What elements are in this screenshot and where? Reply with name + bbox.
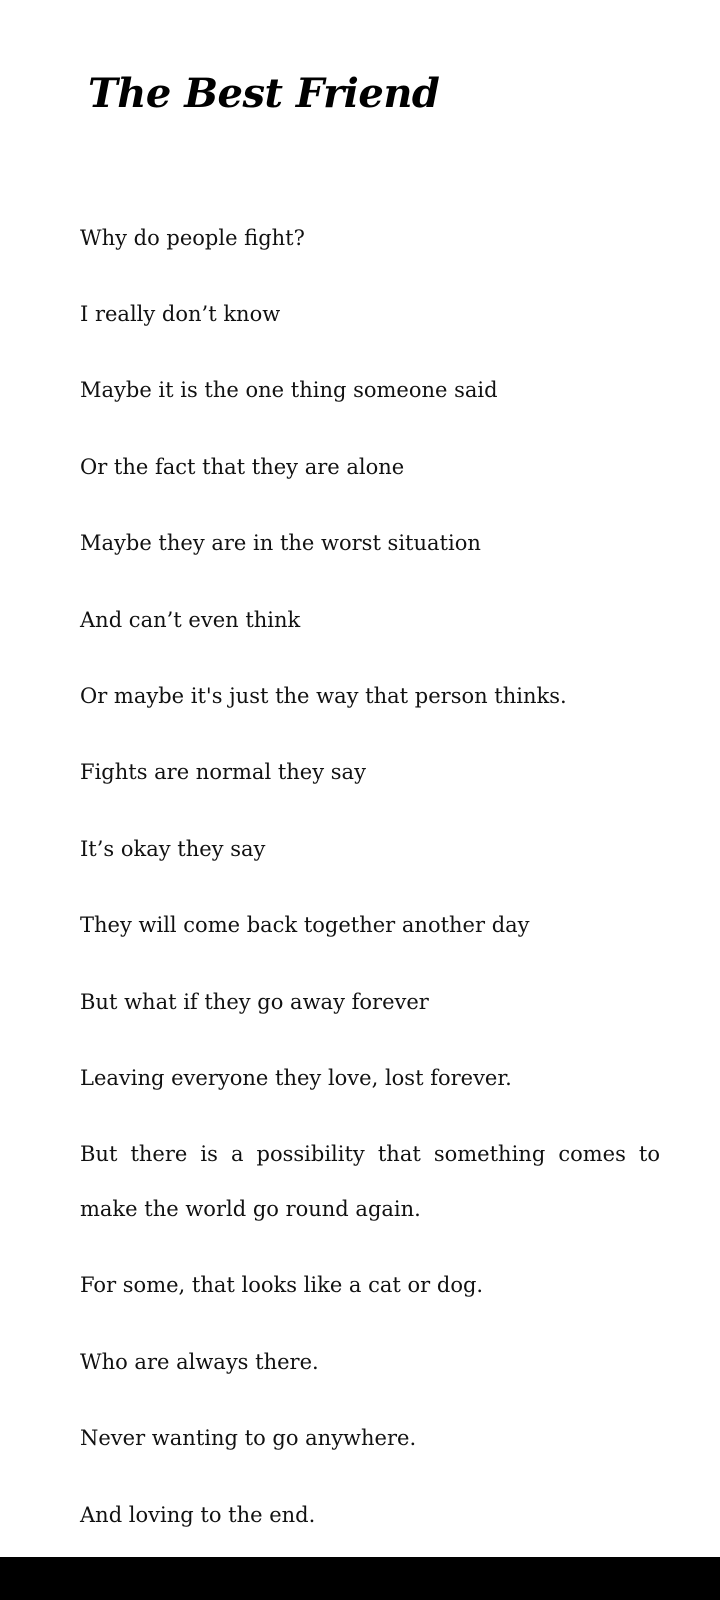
poem-line: It’s okay they say [80,837,266,861]
poem-line: Or maybe it's just the way that person thinks. [80,684,567,708]
poem-title: The Best Friend [88,70,440,117]
poem-line: And loving to the end. [80,1503,316,1527]
poem-line: For some, that looks like a cat or dog. [80,1273,484,1297]
poem-line: But there is a possibility that something comes to make the world go round again. [80,1142,660,1221]
poem-line: Who are always there. [80,1350,319,1374]
bottom-bar [0,1557,720,1600]
poem-line: They will come back together another day [80,913,530,937]
poem-line: And can’t even think [80,608,301,632]
poem-line: Why do people fight? [80,226,305,250]
poem-line: Or the fact that they are alone [80,455,405,479]
poem-line: I really don’t know [80,302,281,326]
poem-line: Maybe they are in the worst situation [80,531,481,555]
poem-line: Leaving everyone they love, lost forever. [80,1066,512,1090]
poem-line: But what if they go away forever [80,990,429,1014]
poem-line: Fights are normal they say [80,760,366,784]
poem-line: Maybe it is the one thing someone said [80,378,498,402]
poem-line: Never wanting to go anywhere. [80,1426,417,1450]
